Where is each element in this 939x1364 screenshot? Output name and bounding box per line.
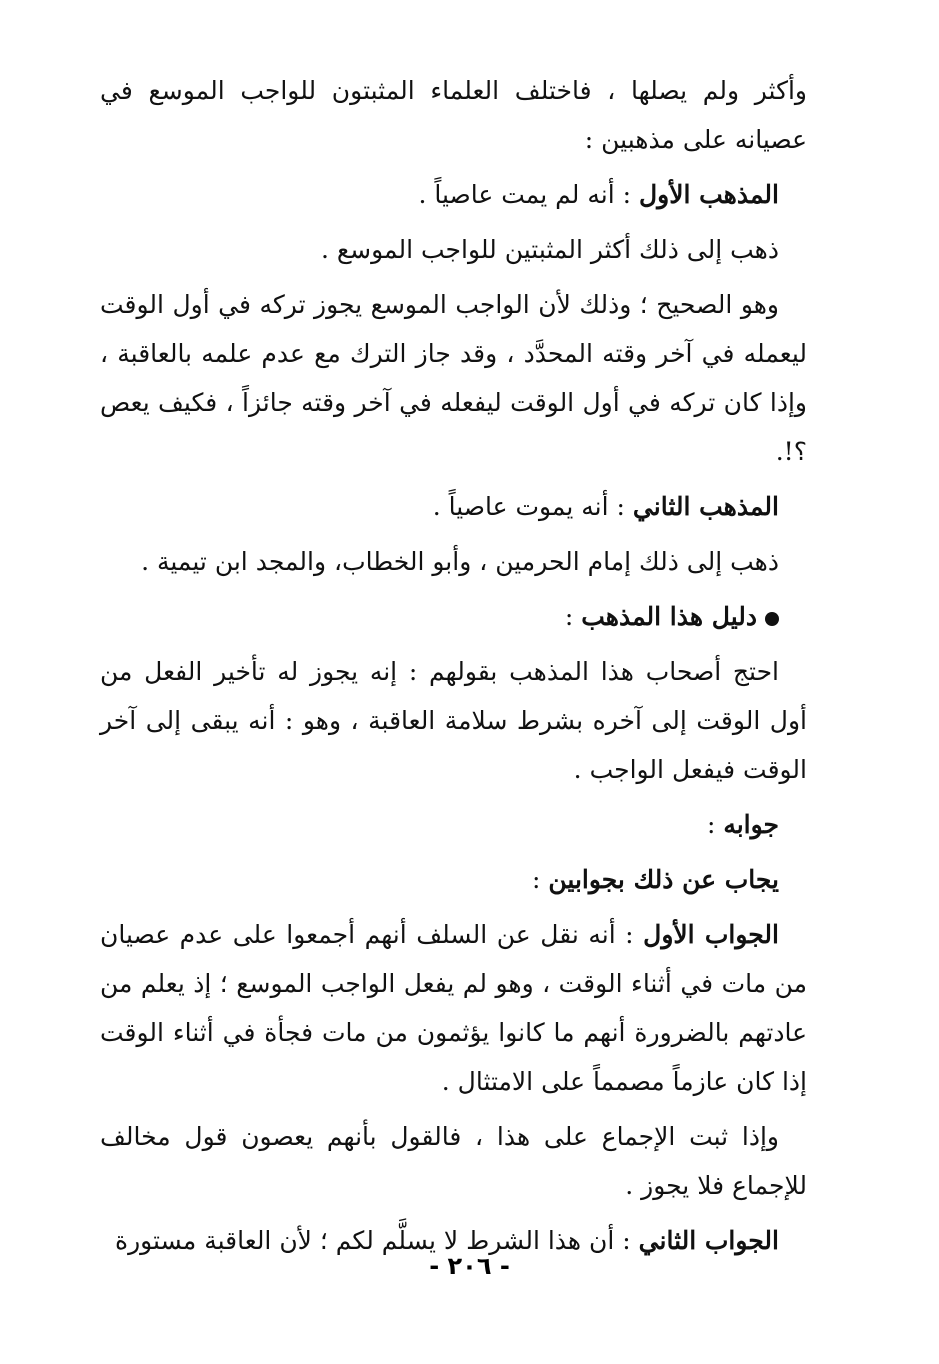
paragraph-1-text: وأكثر ولم يصلها ، فاختلف العلماء المثبتون للواجب الموسع في عصيانه على مذهبين : [100,76,807,154]
paragraph-6-text: ذهب إلى ذلك إمام الحرمين ، وأبو الخطاب، والمجد ابن تيمية . [141,547,779,576]
paragraph-4 [100,280,807,476]
paragraph-12 [100,1112,807,1210]
heading-second-view: المذهب الثاني [632,492,779,521]
first-view-text: : أنه لم يمت عاصياً . [418,180,639,209]
heading-evidence: دليل هذا المذهب [581,602,757,631]
paragraph-second-view [100,482,807,531]
answer-colon: : [706,810,724,839]
heading-first-answer: الجواب الأول [643,920,779,949]
second-answer-text: : أن هذا الشرط لا يسلَّم لكم ؛ لأن العاقبة مستورة [114,1226,639,1255]
paragraph-3 [100,225,807,274]
paragraph-evidence-heading [100,592,807,641]
paragraph-1 [100,66,807,164]
paragraph-8 [100,647,807,794]
paragraph-first-view [100,170,807,219]
two-answers-colon: : [532,865,549,894]
second-view-text: : أنه يموت عاصياً . [432,492,633,521]
paragraph-4-text: وهو الصحيح ؛ وذلك لأن الواجب الموسع يجوز تركه في أول الوقت ليعمله في آخر وقته المحدَّد ، وقد جاز الترك مع عدم علمه بالعاقبة ، وإذا كان تركه في أول الوقت ليفعله في آخر وقته جائزاً ، فكيف يعص ؟!. [100,290,807,466]
paragraph-12-text: وإذا ثبت الإجماع على هذا ، فالقول بأنهم يعصون قول مخالف للإجماع فلا يجوز . [100,1122,807,1200]
paragraph-first-answer [100,910,807,1106]
heading-first-view: المذهب الأول [638,180,779,209]
heading-second-answer: الجواب الثاني [638,1226,779,1255]
paragraph-answer-heading [100,800,807,849]
paragraph-8-text: احتج أصحاب هذا المذهب بقولهم : إنه يجوز له تأخير الفعل من أول الوقت إلى آخره بشرط سلامة العاقبة ، وهو : أنه يبقى إلى آخر الوقت فيفعل الواجب . [100,657,807,784]
paragraph-6 [100,537,807,586]
heading-two-answers: يجاب عن ذلك بجوابين [548,865,779,894]
first-answer-text: : أنه نقل عن السلف أنهم أجمعوا على عدم عصيان من مات في أثناء الوقت ، وهو لم يفعل الواجب الموسع ؛ إذ يعلم من عادتهم بالضرورة أنهم ما كانوا يؤثمون من مات فجأة في أثناء الوقت إذا كان عازماً مصمماً على الامتثال . [100,920,807,1096]
paragraph-3-text: ذهب إلى ذلك أكثر المثبتين للواجب الموسع . [320,235,779,264]
bullet-icon [765,612,779,626]
heading-answer: جوابه [723,810,779,839]
paragraph-two-answers-heading [100,855,807,904]
page-number: - ٢٠٦ - [429,1252,510,1280]
evidence-colon: : [564,602,582,631]
